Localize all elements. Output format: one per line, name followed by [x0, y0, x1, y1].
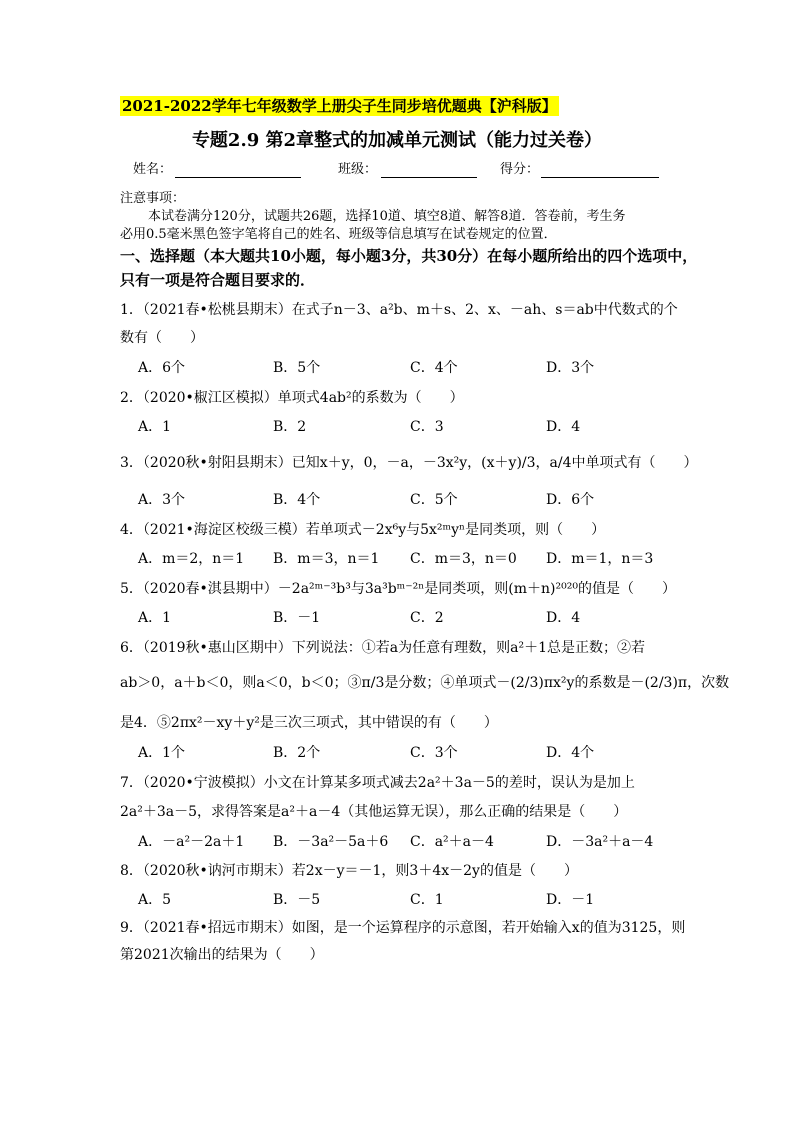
q1-option-d[interactable]: D．3个 — [546, 360, 595, 376]
question-2-line-1: 2．（2020•椒江区模拟）单项式4ab²的系数为（ ） — [120, 390, 464, 406]
name-label: 姓名： — [133, 162, 173, 177]
q8-option-c[interactable]: C．1 — [410, 892, 444, 908]
question-4-line-1: 4．（2021•海淀区校级三模）若单项式－2x⁶y与5x²ᵐyⁿ是同类项，则（ ） — [120, 522, 606, 538]
question-9-line-1: 9．（2021春•招远市期末）如图，是一个运算程序的示意图，若开始输入x的值为3125，则 — [120, 920, 686, 936]
question-6-line-2: ab＞0，a＋b＜0，则a＜0，b＜0；③π/3是分数；④单项式－(2/3)πx²y的系数是－(2/3)π，次数 — [120, 675, 730, 691]
q8-option-d[interactable]: D．－1 — [546, 892, 595, 908]
question-1-line-1: 1．（2021春•松桃县期末）在式子n－3、a²b、m＋s、2、x、－ah、s＝ab中代数式的个 — [120, 302, 678, 318]
class-blank[interactable] — [381, 177, 477, 178]
name-blank[interactable] — [175, 177, 301, 178]
question-7-line-2: 2a²＋3a－5，求得答案是a²＋a－4（其他运算无误），那么正确的结果是（ ） — [120, 804, 628, 820]
question-3-line-1: 3．（2020秋•射阳县期末）已知x＋y，0，－a，－3x²y，(x＋y)/3，a/4中单项式有（ ） — [120, 455, 698, 471]
q5-option-b[interactable]: B．－1 — [273, 610, 321, 626]
q4-option-a[interactable]: A．m＝2，n＝1 — [138, 551, 245, 567]
q2-option-d[interactable]: D．4 — [546, 419, 581, 435]
question-8-line-1: 8．（2020秋•讷河市期末）若2x－y＝－1，则3＋4x－2y的值是（ ） — [120, 863, 578, 879]
q7-option-d[interactable]: D．－3a²＋a－4 — [546, 834, 654, 850]
q1-option-c[interactable]: C．4个 — [410, 360, 458, 376]
class-label: 班级： — [338, 162, 378, 177]
q1-option-b[interactable]: B．5个 — [273, 360, 321, 376]
q7-option-c[interactable]: C．a²＋a－4 — [410, 834, 494, 850]
question-6-line-3: 是4．⑤2πx²－xy＋y²是三次三项式，其中错误的有（ ） — [120, 715, 498, 731]
q6-option-c[interactable]: C．3个 — [410, 745, 458, 761]
q3-option-b[interactable]: B．4个 — [273, 492, 321, 508]
q8-option-a[interactable]: A．5 — [138, 892, 172, 908]
series-banner: 2021-2022学年七年级数学上册尖子生同步培优题典【沪科版】 — [122, 97, 557, 115]
section-heading-line-1: 一、选择题（本大题共10小题，每小题3分，共30分）在每小题所给出的四个选项中， — [120, 247, 698, 265]
question-9-line-2: 第2021次输出的结果为（ ） — [120, 947, 324, 963]
question-7-line-1: 7．（2020•宁波模拟）小文在计算某多项式减去2a²＋3a－5的差时，误认为是加上 — [120, 775, 635, 791]
q5-option-a[interactable]: A．1 — [138, 610, 172, 626]
q6-option-b[interactable]: B．2个 — [273, 745, 321, 761]
question-6-line-1: 6．（2019秋•惠山区期中）下列说法：①若a为任意有理数，则a²＋1总是正数；②若 — [120, 640, 646, 656]
q3-option-d[interactable]: D．6个 — [546, 492, 595, 508]
section-heading-line-2: 只有一项是符合题目要求的． — [120, 271, 316, 289]
question-1-line-2: 数有（ ） — [120, 330, 204, 346]
q5-option-d[interactable]: D．4 — [546, 610, 581, 626]
question-5-line-1: 5．（2020春•淇县期中）－2a²ᵐ⁻³b³与3a³bᵐ⁻²ⁿ是同类项，则(m＋n)²⁰²⁰的值是（ ） — [120, 581, 676, 597]
q4-option-d[interactable]: D．m＝1，n＝3 — [546, 551, 654, 567]
notes-heading: 注意事项： — [120, 191, 186, 206]
notes-line-2: 必用0.5毫米黑色签字笔将自己的姓名、班级等信息填写在试卷规定的位置． — [120, 227, 557, 242]
q3-option-c[interactable]: C．5个 — [410, 492, 458, 508]
q4-option-c[interactable]: C．m＝3，n＝0 — [410, 551, 517, 567]
q2-option-c[interactable]: C．3 — [410, 419, 444, 435]
score-blank[interactable] — [541, 177, 659, 178]
q6-option-d[interactable]: D．4个 — [546, 745, 595, 761]
q7-option-b[interactable]: B．－3a²－5a＋6 — [273, 834, 389, 850]
q8-option-b[interactable]: B．－5 — [273, 892, 321, 908]
q3-option-a[interactable]: A．3个 — [138, 492, 186, 508]
q7-option-a[interactable]: A．－a²－2a＋1 — [138, 834, 245, 850]
score-label: 得分： — [500, 162, 540, 177]
q1-option-a[interactable]: A．6个 — [138, 360, 186, 376]
q5-option-c[interactable]: C．2 — [410, 610, 444, 626]
page-title: 专题2.9 第2章整式的加减单元测试（能力过关卷） — [191, 130, 603, 151]
q2-option-b[interactable]: B．2 — [273, 419, 307, 435]
q4-option-b[interactable]: B．m＝3，n＝1 — [273, 551, 380, 567]
notes-line-1: 本试卷满分120分，试题共26题，选择10道、填空8道、解答8道．答卷前，考生务 — [148, 209, 626, 224]
q2-option-a[interactable]: A．1 — [138, 419, 172, 435]
q6-option-a[interactable]: A．1个 — [138, 745, 186, 761]
